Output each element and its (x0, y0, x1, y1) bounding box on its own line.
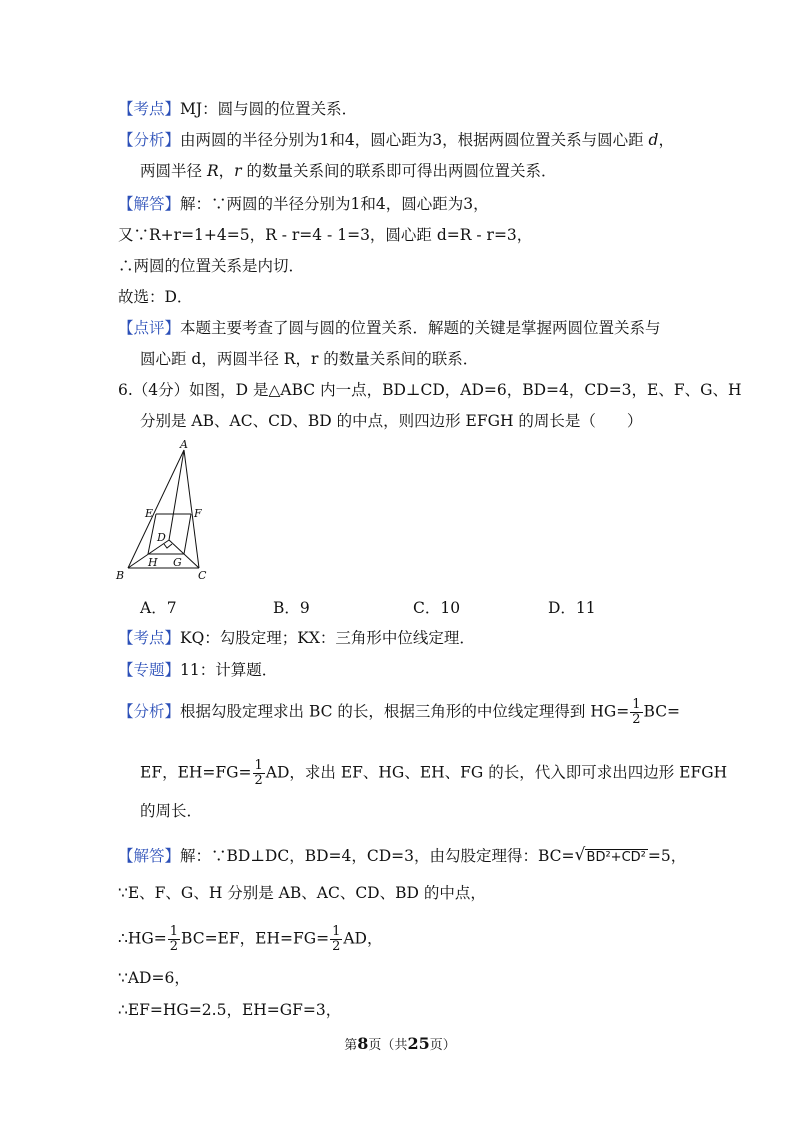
q6-kaodian-line: 【考点】KQ：勾股定理；KX：三角形中位线定理． (118, 629, 475, 647)
q6-stem-line-1: 6.（4分）如图，D 是△ABC 内一点，BD⊥CD，AD=6，BD=4，CD=3，E、F、G、H (118, 381, 742, 399)
q6-zhuanti-line: 【专题】11：计算题． (118, 661, 278, 679)
fenxi-text-1: 由两圆的半径分别为1和4，圆心距为3，根据两圆位置关系与圆心距 (180, 131, 644, 149)
q6-jieda-line-4: ∵AD=6， (118, 969, 190, 987)
segment-ab (128, 450, 184, 568)
fenxi-line-2: 两圆半径 R，r 的数量关系间的联系即可得出两圆位置关系． (140, 162, 557, 180)
q6-jieda-line-3: ∴HG= $\frac{1}{2}$ BC=EF，EH=FG= $\frac{1}{2}$ AD， (118, 924, 383, 954)
jieda-line-2: 又∵R+r=1+4=5，R - r=4 - 1=3，圆心距 d=R - r=3， (118, 226, 533, 244)
segment-fg (184, 514, 191, 554)
dianping-line-2: 圆心距 d，两圆半径 R，r 的数量关系间的联系． (140, 350, 479, 368)
q6-stem-line-2: 分别是 AB、AC、CD、BD 的中点，则四边形 EFGH 的周长是（ ） (140, 412, 643, 430)
q6-fenxi-tag: 【分析】 (118, 702, 181, 721)
option-a: A．7 (140, 599, 177, 617)
q6-fenxi-line-1: 【分析】根据勾股定理求出 BC 的长，根据三角形的中位线定理得到 HG= $\frac{1}{2}$ BC= (118, 697, 681, 727)
segment-eh (148, 514, 156, 554)
fenxi-tag: 【分析】 (118, 131, 181, 149)
kaodian-text: MJ：圆与圆的位置关系． (180, 100, 358, 118)
jieda-line-4: 故选：D． (118, 288, 193, 306)
jieda-tag: 【解答】 (118, 195, 181, 213)
label-g: G (173, 556, 182, 569)
q6-fenxi-line-3: 的周长． (140, 802, 203, 820)
fenxi-d: d (648, 131, 659, 149)
kaodian-line (118, 98, 357, 120)
fraction-half: $\frac{1}{2}$ (332, 924, 341, 954)
q6-zhuanti-tag: 【专题】 (118, 661, 181, 679)
page-footer: 第8页（共25页） (344, 1034, 456, 1053)
fraction-half: $\frac{1}{2}$ (169, 924, 179, 954)
jieda-line-1: 【解答】解：∵两圆的半径分别为1和4，圆心距为3， (118, 195, 489, 213)
option-d: D．11 (548, 599, 596, 617)
sqrt-expression: √ BD²+CD² (574, 845, 646, 865)
kaodian-tag: 【考点】 (118, 100, 181, 118)
page-number: 8 (357, 1034, 369, 1053)
dianping-line-1: 【点评】本题主要考查了圆与圆的位置关系．解题的关键是掌握两圆位置关系与 (118, 319, 661, 337)
right-angle-mark (164, 544, 172, 548)
q6-fenxi-line-2: EF，EH=FG= $\frac{1}{2}$ AD，求出 EF、HG、EH、FG 的长，代入即可求出四边形 EFGH (140, 758, 728, 788)
fenxi-line-1: 【分析】由两圆的半径分别为1和4，圆心距为3，根据两圆位置关系与圆心距 d， (118, 131, 674, 149)
q6-jieda-line-1: 【解答】解：∵BD⊥DC，BD=4，CD=3，由勾股定理得：BC= √ BD²+CD² =5， (118, 845, 686, 869)
q6-kaodian-tag: 【考点】 (118, 629, 181, 647)
fraction-half: $\frac{1}{2}$ (254, 758, 263, 788)
label-b: B (116, 569, 125, 582)
dianping-tag: 【点评】 (118, 319, 181, 337)
total-pages: 25 (407, 1034, 430, 1053)
fraction-half: $\frac{1}{2}$ (632, 697, 641, 727)
segment-ad (169, 450, 184, 540)
label-a: A (180, 438, 188, 451)
jieda-line-3: ∴两圆的位置关系是内切． (118, 257, 305, 275)
triangle-figure (112, 438, 212, 588)
label-e: E (145, 507, 154, 520)
q6-jieda-tag: 【解答】 (118, 847, 181, 865)
option-b: B．9 (273, 599, 310, 617)
label-h: H (148, 556, 158, 569)
label-d: D (157, 531, 166, 544)
label-c: C (198, 569, 207, 582)
q6-jieda-line-5: ∴EF=HG=2.5，EH=GF=3， (118, 1001, 342, 1019)
option-c: C．10 (413, 599, 461, 617)
q6-jieda-line-2: ∵E、F、G、H 分别是 AB、AC、CD、BD 的中点， (118, 884, 486, 902)
label-f: F (194, 507, 202, 520)
